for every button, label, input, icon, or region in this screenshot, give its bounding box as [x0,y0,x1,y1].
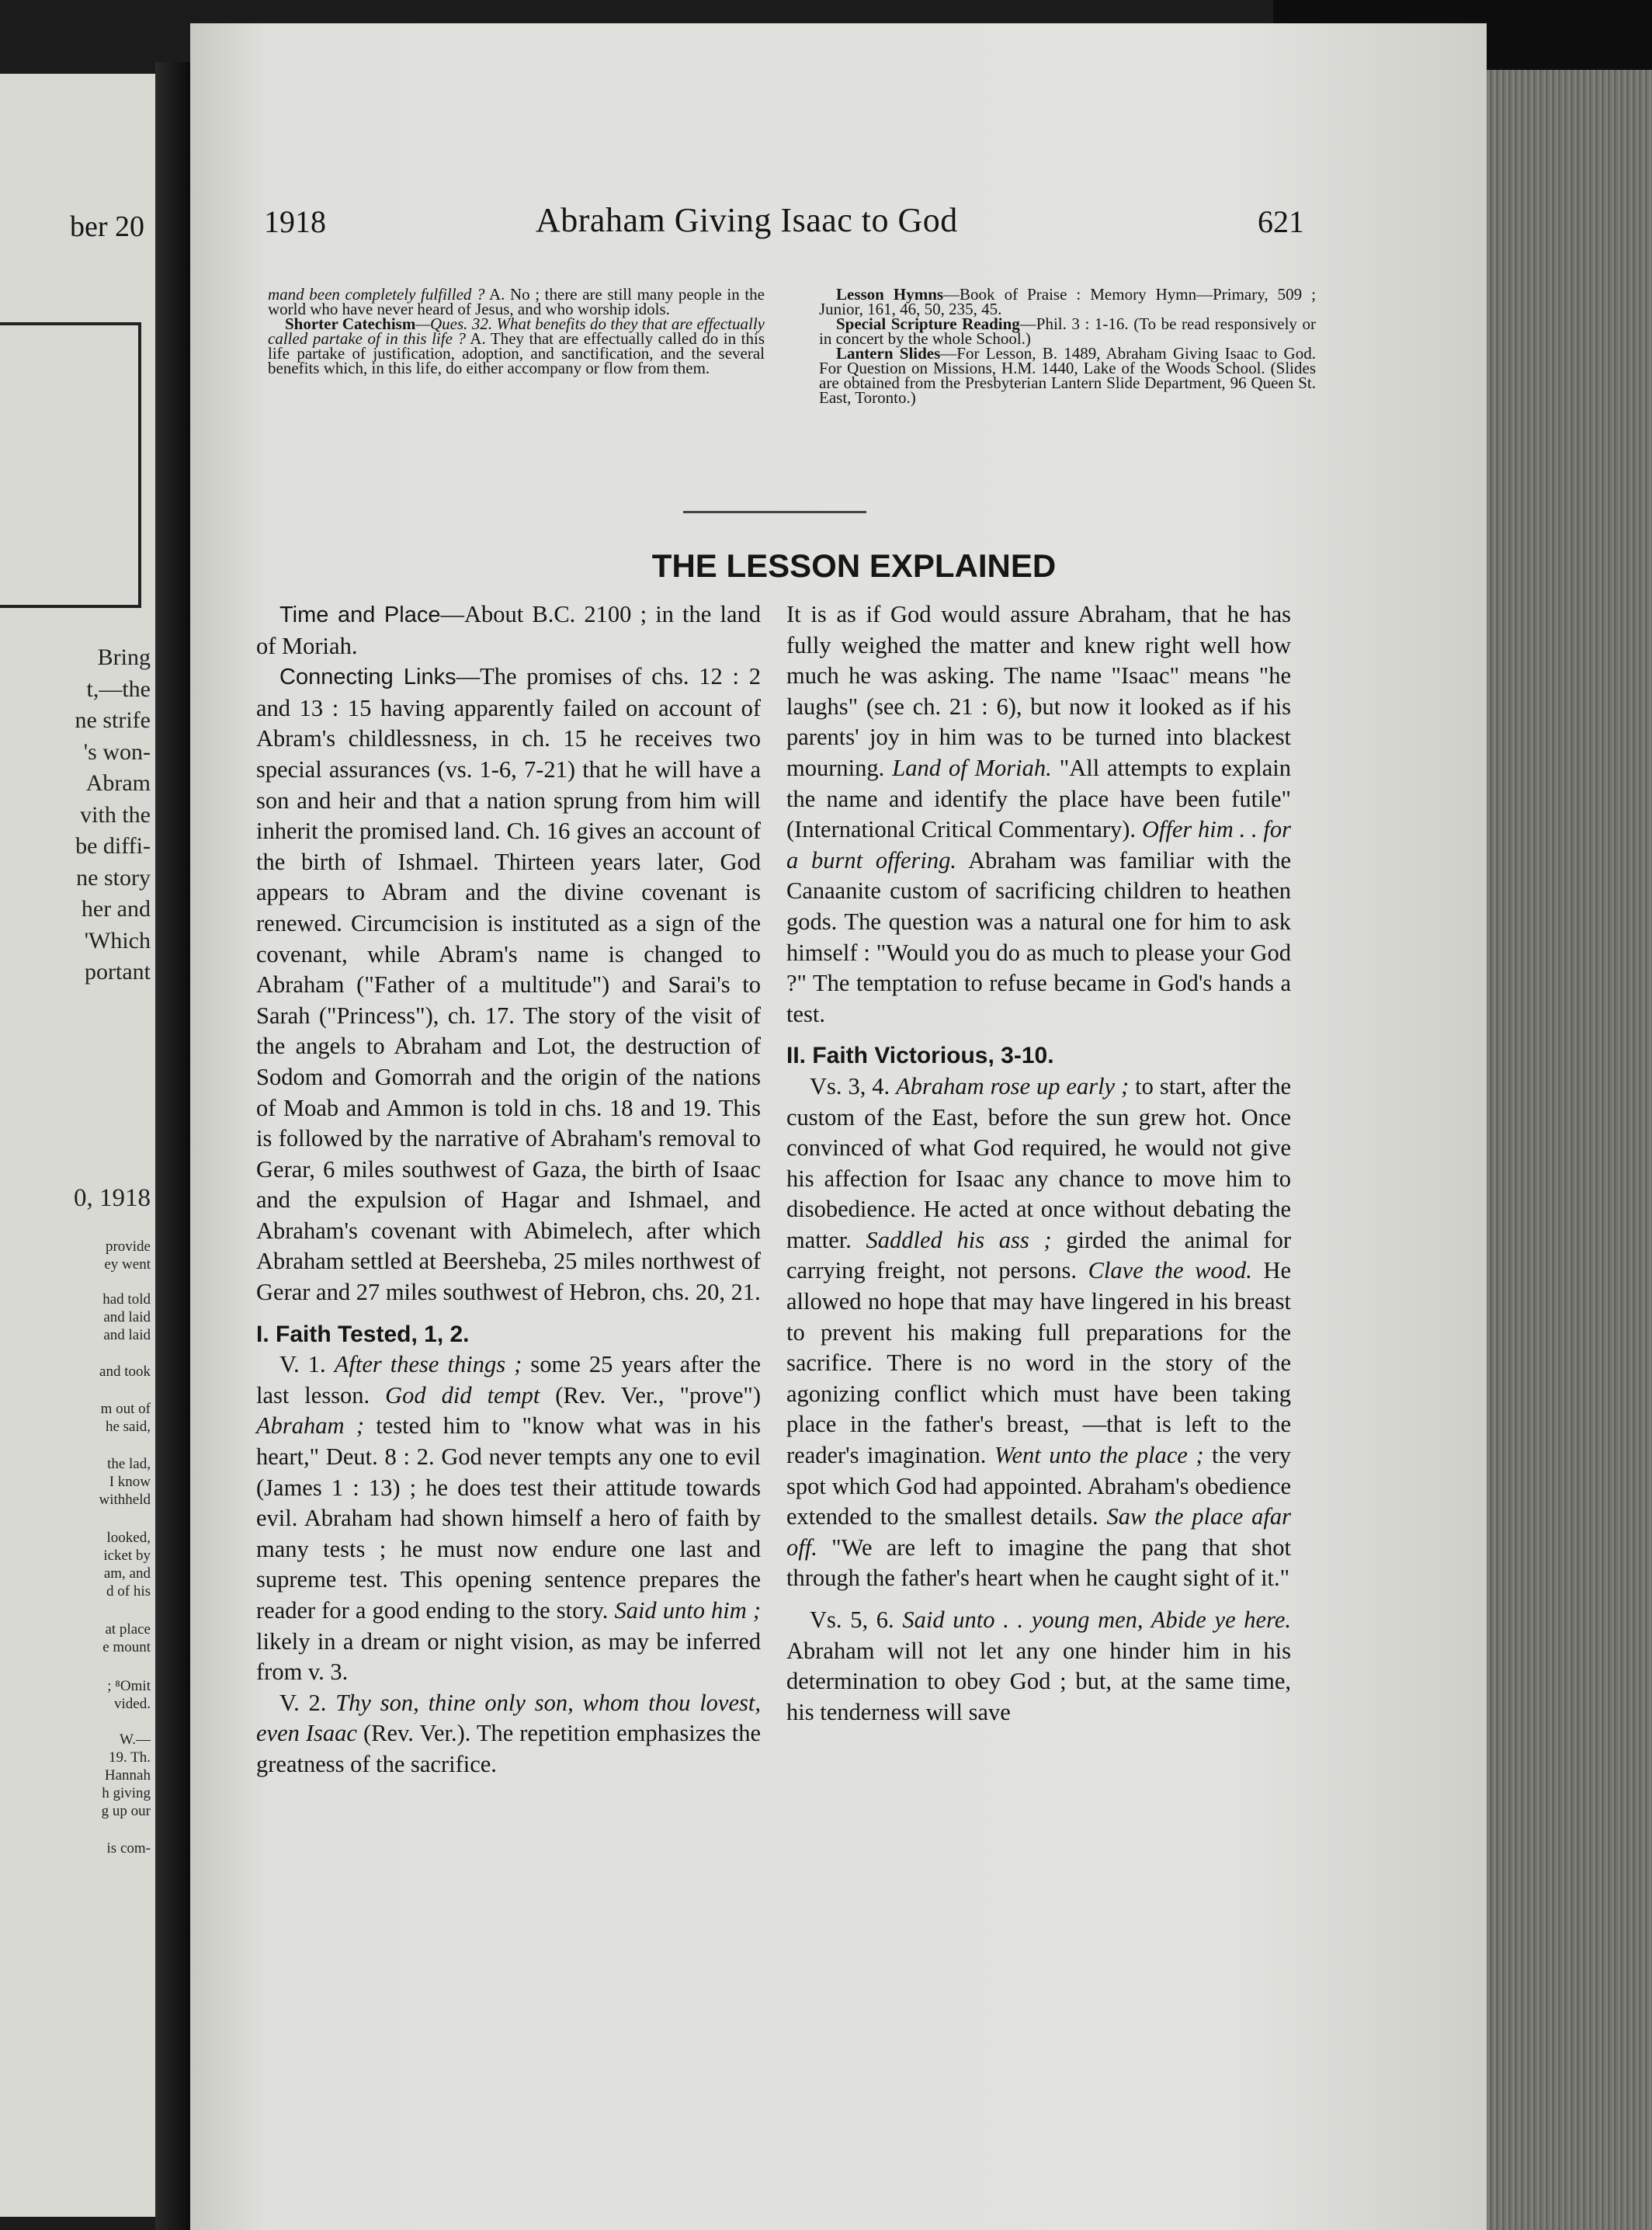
verse-2: V. 2. Thy son, thine only son, whom thou lovest, even Isaac (Rev. Ver.). The repetition emphasizes the greatness of the sacrifice. [256,1689,761,1777]
left-page-small-line: g up our [101,1803,151,1819]
time-and-place: Time and Place—About B.C. 2100 ; in the land of Moriah. [256,601,761,659]
left-page-line: 's won- [83,738,151,765]
left-page-small-line: and laid [103,1327,151,1343]
left-page-date: 0, 1918 [74,1184,151,1212]
left-page-small-line: looked, [106,1530,151,1546]
left-page-small-line: d of his [106,1583,151,1600]
left-page-small-line: the lad, [107,1456,151,1472]
left-page-box [0,322,141,608]
left-page-line: be diffi- [75,833,151,859]
left-page [0,74,155,2217]
left-page-small-line: Hannah [104,1767,151,1784]
left-page-small-line: am, and [103,1565,151,1582]
section-title: THE LESSON EXPLAINED [651,547,1057,584]
page-edges [1487,70,1652,2230]
lesson-hymns: Lesson Hymns—Book of Praise : Memory Hymn—Primary, 509 ; Junior, 161, 46, 50, 235, 45. [819,285,1316,318]
left-page-line: 'Which [84,927,151,953]
heading-faith-victorious: II. Faith Victorious, 3-10. [786,1043,1054,1069]
verses-5-6: Vs. 5, 6. Said unto . . young men, Abide ye here. Abraham will not let any one hinder him in his determination to obey God ; but, at the same time, his tenderness will save [786,1607,1291,1725]
connecting-links: Connecting Links—The promises of chs. 12 : 2 and 13 : 15 having apparently failed on account of Abram's childlessness, in ch. 15 he receives two special assurances (vs. 1-6, 7-21) that he will have a son and heir and that a nation sprung from him will inherit the promised land. Ch. 16 gives an account of the birth of Ishmael. Thirteen years later, God appears to Abram and the divine covenant is renewed. Circumcision is instituted as a sign of the covenant, while Abram's name is changed to Abraham ("Father of a multitude") and Sarai's to Sarah ("Princess"), ch. 17. The story of the visit of the angels to Abraham and Lot, the destruction of Sodom and Gomorrah and the origin of the nations of Moab and Ammon is told in chs. 18 and 19. This is followed by the narrative of Abraham's removal to Gerar, 6 miles southwest of Gaza, the birth of Isaac and the expulsion of Hagar and Ishmael, and Abraham's covenant with Abimelech, after which Abraham settled at Beersheba, 25 miles northwest of Gerar and 27 miles southwest of Hebron, chs. 20, 21. [256,663,761,1306]
left-page-line: Bring [97,644,151,670]
left-page-small-line: he said, [105,1419,151,1435]
left-page-line: t,—the [86,676,151,702]
left-page-small-line: h giving [102,1785,151,1801]
left-page-line: her and [81,896,151,922]
lantern-slides: Lantern Slides—For Lesson, B. 1489, Abraham Giving Isaac to God. For Question on Missions, H.M. 1440, Lake of the Woods School. (Slides are obtained from the Presbyterian Lantern Slide Department, 96 Queen St. East, Toronto.) [819,344,1316,407]
left-page-small-line: and took [99,1363,151,1380]
page-number: 621 [1258,204,1304,239]
verses-3-4: Vs. 3, 4. Abraham rose up early ; to start, after the custom of the East, before the sun grew hot. Once convinced of what God required, he would not give his affection for Isaac any chance to move him to disobedience. He acted at once without debating the matter. Saddled his ass ; girded the animal for carrying freight, not persons. Clave the wood. He allowed no hope that may have lingered in his breast to prevent his making full preparations for the sacrifice. There is no word in the story of the agonizing conflict which must have been taking place in the father's breast, —that is left to the reader's imagination. Went unto the place ; the very spot which God had appointed. Abraham's obedience extended to the smallest details. Saw the place afar off. "We are left to imagine the pang that shot through the father's heart when he caught sight of it." [786,1072,1292,1592]
left-page-line: ne strife [75,707,151,733]
heading-faith-tested: I. Faith Tested, 1, 2. [256,1321,470,1347]
lesson-resources-column [819,287,1316,405]
book-gutter [155,62,190,2230]
left-page-small-line: icket by [103,1547,151,1564]
left-page-small-line: vided. [114,1696,151,1712]
left-page-header: ber 20 [69,210,144,243]
left-page-small-line: e mount [102,1639,151,1655]
left-page-small-line: and laid [103,1309,151,1325]
left-page-small-line: provide [105,1238,151,1255]
left-page-small-line: ey went [104,1256,151,1273]
left-page-small-line: I know [109,1474,151,1490]
left-page-line: portant [85,959,151,985]
catechism-answer: mand been completely fulfilled ? A. No ; there are still many people in the world who have never heard of Jesus, and who worship idols. [268,285,765,318]
verse-1: V. 1. After these things ; some 25 years after the last lesson. God did tempt (Rev. Ver., "prove") Abraham ; tested him to "know what was in his heart," Deut. 8 : 2. God never tempts any one to evil (James 1 : 13) ; he does test their attitude towards evil. Abraham had shown himself a hero of faith by many tests ; he must now endure one last and supreme test. This opening sentence prepares the reader for a good ending to the story. Said unto him ; likely in a dream or night vision, as may be inferred from v. 3. [256,1351,762,1686]
catechism-column [268,287,765,376]
left-page-small-line: at place [105,1621,151,1638]
running-head-title: Abraham Giving Isaac to God [536,201,958,239]
left-page-small-line: 19. Th. [108,1749,151,1766]
left-page-small-line: had told [102,1291,151,1308]
left-page-small-line: ; ⁸Omit [107,1678,151,1694]
left-text-column [256,599,761,1780]
left-page-small-line: withheld [99,1492,151,1508]
left-page-small-line: is com- [106,1840,151,1857]
right-text-column [786,599,1291,1728]
left-page-line: Abram [85,770,151,796]
shorter-catechism: Shorter Catechism—Ques. 32. What benefits do they that are effectually called partake of in this life ? A. They that are effectually called do in this life partake of justification, adoption, and sanctification, and the several benefits which, in this life, do either accompany or flow from them. [268,314,765,377]
left-page-small-line: W.— [120,1732,151,1748]
verse-2-continued: It is as if God would assure Abraham, that he has fully weighed the matter and knew right well how much he was asking. The name "Isaac" means "he laughs" (see ch. 21 : 6), but now it looked as if his parents' joy in him was to be turned into blackest mourning. Land of Moriah. "All attempts to explain the name and identify the place have been futile" (International Critical Commentary). Offer him . . for a burnt offering. Abraham was familiar with the Canaanite custom of sacrificing children to heathen gods. The question was a natural one for him to ask himself : "Would you do as much to please your God ?" The temptation to refuse became in God's hands a test. [786,601,1292,1027]
left-page-small-line: m out of [100,1401,151,1417]
left-page-line: ne story [76,864,151,891]
left-page-line: vith the [80,801,151,828]
right-page [190,23,1487,2230]
running-head-year: 1918 [264,204,326,239]
section-divider [683,511,866,513]
special-scripture-reading: Special Scripture Reading—Phil. 3 : 1-16. (To be read responsively or in concert by the whole School.) [819,314,1316,348]
